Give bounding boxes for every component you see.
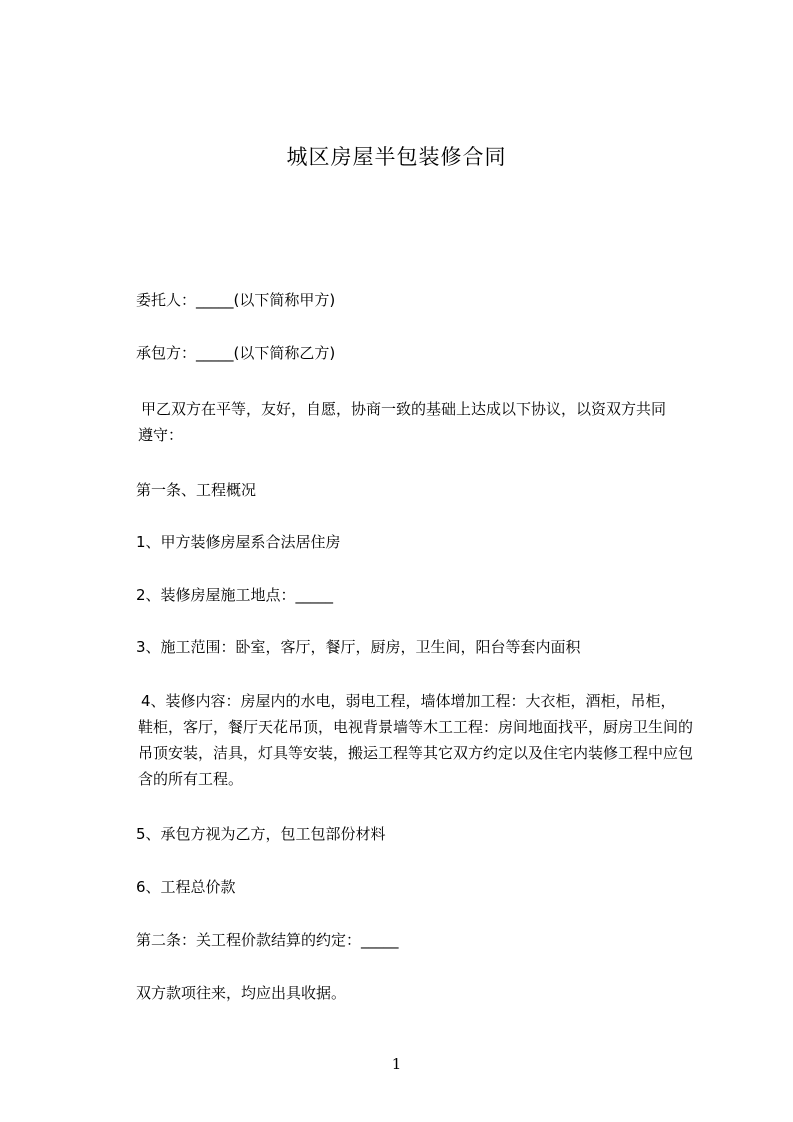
item-6: 6、工程总价款: [136, 878, 236, 896]
item-4-line-2: 鞋柜，客厅，餐厅天花吊顶，电视背景墙等木工工程：房间地面找平，厨房卫生间的: [138, 718, 694, 736]
item-4-line-1: 4、装修内容：房屋内的水电，弱电工程，墙体增加工程：大衣柜，酒柜，吊柜，: [141, 692, 676, 710]
intro-line-1: 甲乙双方在平等，友好，自愿，协商一致的基础上达成以下协议，以资双方共同: [141, 400, 667, 418]
item-5: 5、承包方视为乙方，包工包部份材料: [136, 825, 386, 843]
intro-paragraph: [139, 396, 702, 448]
item-2: 2、装修房屋施工地点：_____: [136, 586, 334, 604]
item-4-line-4: 含的所有工程。: [138, 770, 244, 788]
client-line: 委托人：_____(以下简称甲方): [136, 291, 336, 309]
item-3: 3、施工范围：卧室，客厅，餐厅，厨房，卫生间，阳台等套内面积: [136, 638, 581, 656]
intro-line-2: 遵守：: [138, 426, 184, 444]
article1-heading: 第一条、工程概况: [136, 481, 257, 499]
page-number: 1: [391, 1055, 402, 1073]
item-4-line-3: 吊顶安装，洁具，灯具等安装，搬运工程等其它双方约定以及住宅内装修工程中应包: [138, 744, 694, 762]
article2-line: 第二条：关工程价款结算的约定：_____: [136, 931, 399, 949]
item-1: 1、甲方装修房屋系合法居住房: [136, 533, 341, 551]
receipt-line: 双方款项往来，均应出具收据。: [136, 984, 347, 1002]
page-title: 城区房屋半包装修合同: [286, 145, 507, 169]
contractor-line: 承包方：_____(以下简称乙方): [136, 344, 336, 362]
item-4-paragraph: [139, 688, 702, 792]
